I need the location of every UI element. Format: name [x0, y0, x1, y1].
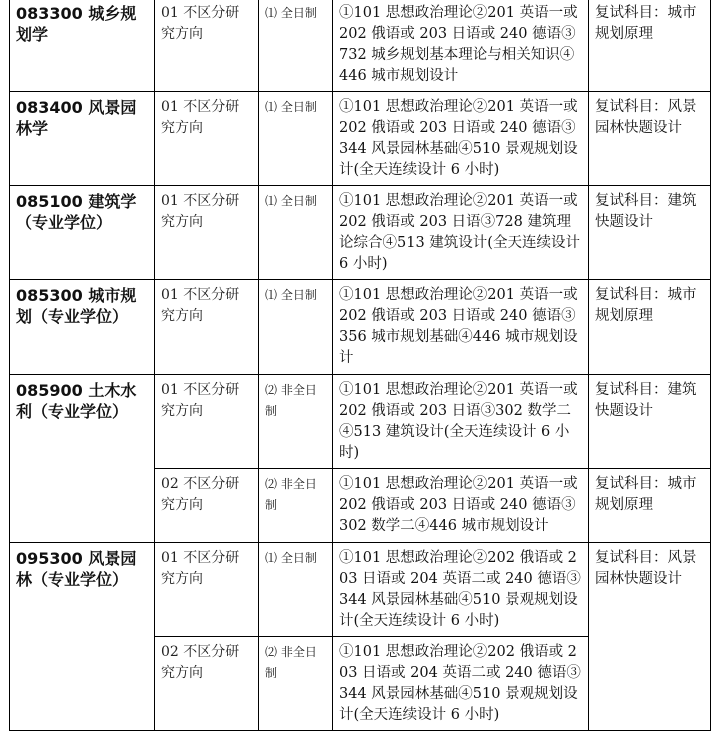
note-cell: 复试科目：城市规划原理	[589, 469, 711, 543]
study-mode-cell: ⑵ 非全日制	[259, 375, 333, 469]
study-mode-cell: ⑴ 全日制	[259, 543, 333, 637]
exam-subjects-cell: ①101 思想政治理论②202 俄语或 203 日语或 204 英语二或 240 德语③344 风景园林基础④510 景观规划设计(全天连续设计 6 小时)	[333, 543, 589, 637]
table-row	[10, 543, 711, 637]
table-row	[10, 0, 711, 92]
program-code-cell: 083300 城乡规划学	[10, 0, 155, 92]
note-cell: 复试科目：风景园林快题设计	[589, 92, 711, 186]
study-mode-cell: ⑴ 全日制	[259, 280, 333, 375]
table-row	[10, 375, 711, 469]
note-cell: 复试科目：建筑快题设计	[589, 375, 711, 469]
direction-cell: 01 不区分研究方向	[155, 0, 259, 92]
direction-cell: 01 不区分研究方向	[155, 186, 259, 280]
direction-cell: 01 不区分研究方向	[155, 375, 259, 469]
program-code-cell: 095300 风景园林（专业学位）	[10, 543, 155, 731]
study-mode-cell: ⑵ 非全日制	[259, 637, 333, 731]
program-table	[9, 0, 711, 731]
study-mode-cell: ⑴ 全日制	[259, 92, 333, 186]
table-row	[10, 186, 711, 280]
direction-cell: 01 不区分研究方向	[155, 543, 259, 637]
note-cell: 复试科目：城市规划原理	[589, 0, 711, 92]
exam-subjects-cell: ①101 思想政治理论②201 英语一或 202 俄语或 203 日语③302 数学二④513 建筑设计(全天连续设计 6 小时)	[333, 375, 589, 469]
study-mode-cell: ⑴ 全日制	[259, 0, 333, 92]
program-code-cell: 085300 城市规划（专业学位）	[10, 280, 155, 375]
note-cell: 复试科目：建筑快题设计	[589, 186, 711, 280]
program-code-cell: 083400 风景园林学	[10, 92, 155, 186]
exam-subjects-cell: ①101 思想政治理论②201 英语一或 202 俄语或 203 日语或 240 德语③344 风景园林基础④510 景观规划设计(全天连续设计 6 小时)	[333, 92, 589, 186]
note-cell: 复试科目：城市规划原理	[589, 280, 711, 375]
direction-cell: 02 不区分研究方向	[155, 637, 259, 731]
direction-cell: 02 不区分研究方向	[155, 469, 259, 543]
program-code-cell: 085100 建筑学（专业学位）	[10, 186, 155, 280]
direction-cell: 01 不区分研究方向	[155, 92, 259, 186]
exam-subjects-cell: ①101 思想政治理论②201 英语一或 202 俄语或 203 日语或 240 德语③732 城乡规划基本理论与相关知识④446 城市规划设计	[333, 0, 589, 92]
exam-subjects-cell: ①101 思想政治理论②201 英语一或 202 俄语或 203 日语或 240 德语③356 城市规划基础④446 城市规划设计	[333, 280, 589, 375]
direction-cell: 01 不区分研究方向	[155, 280, 259, 375]
note-cell: 复试科目：风景园林快题设计	[589, 543, 711, 731]
exam-subjects-cell: ①101 思想政治理论②201 英语一或 202 俄语或 203 日语③728 建筑理论综合④513 建筑设计(全天连续设计 6 小时)	[333, 186, 589, 280]
program-code-cell: 085900 土木水利（专业学位）	[10, 375, 155, 543]
study-mode-cell: ⑵ 非全日制	[259, 469, 333, 543]
study-mode-cell: ⑴ 全日制	[259, 186, 333, 280]
exam-subjects-cell: ①101 思想政治理论②201 英语一或 202 俄语或 203 日语或 240 德语③302 数学二④446 城市规划设计	[333, 469, 589, 543]
exam-subjects-cell: ①101 思想政治理论②202 俄语或 203 日语或 204 英语二或 240 德语③344 风景园林基础④510 景观规划设计(全天连续设计 6 小时)	[333, 637, 589, 731]
table-row	[10, 92, 711, 186]
table-row	[10, 280, 711, 375]
